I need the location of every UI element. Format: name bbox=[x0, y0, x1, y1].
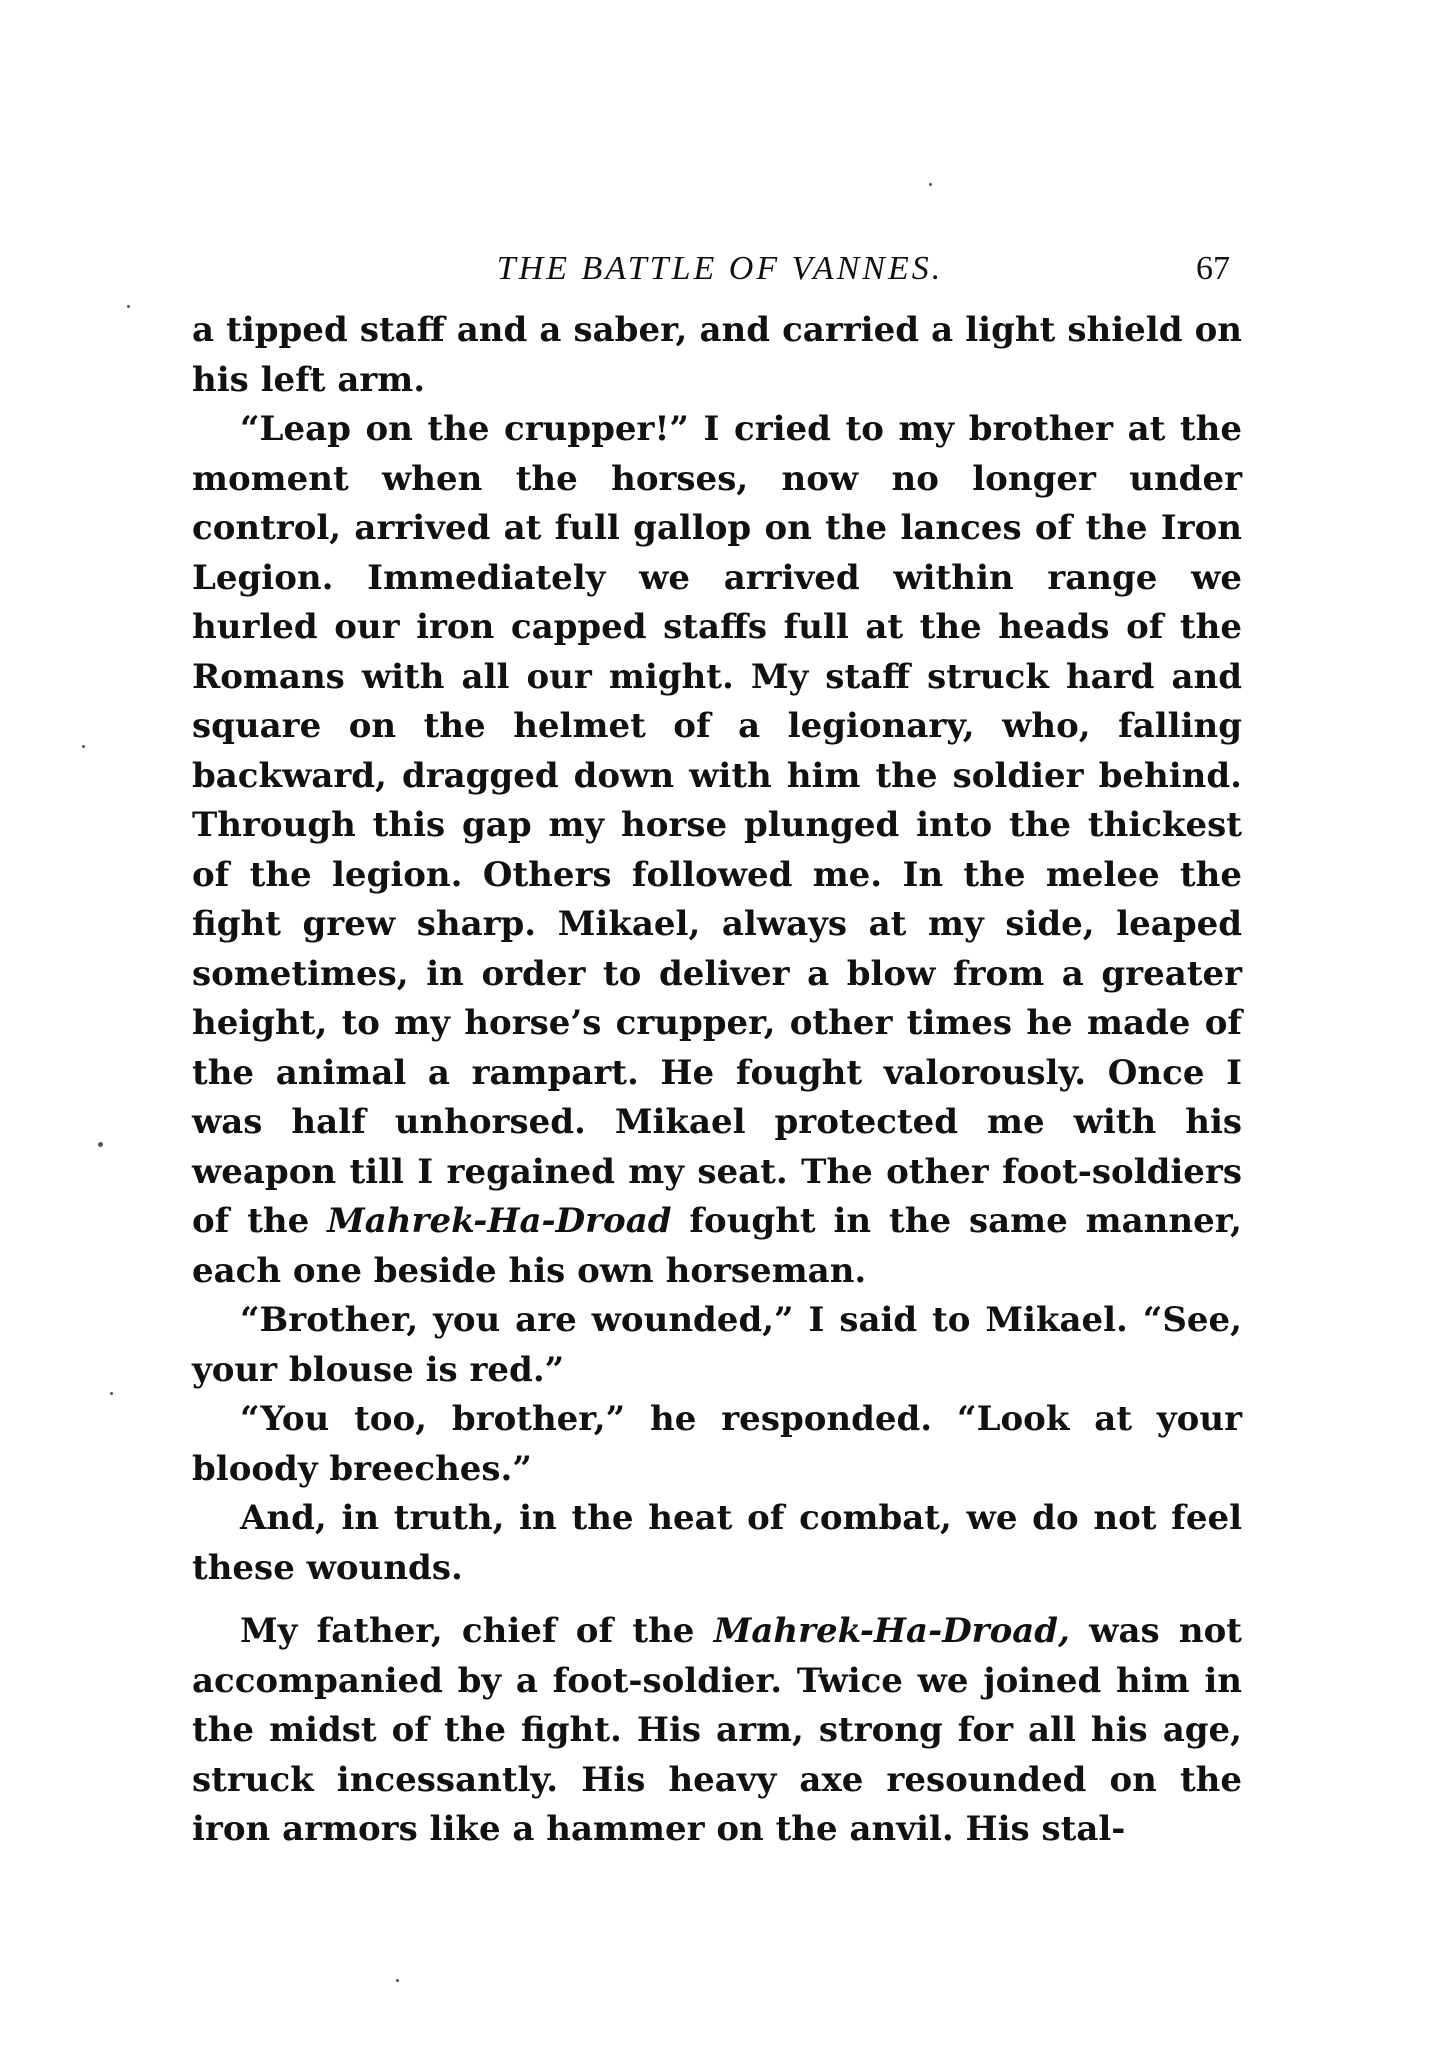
paragraph-text: And, in truth, in the heat of combat, we do not feel these wounds. bbox=[192, 1498, 1242, 1588]
scan-speck bbox=[98, 1142, 103, 1147]
scan-speck bbox=[110, 1392, 113, 1395]
paragraph-text: a tipped staff and a saber, and carried a light shield on his left arm. bbox=[192, 310, 1242, 400]
paragraph bbox=[192, 1494, 1242, 1593]
scan-speck bbox=[929, 183, 932, 186]
paragraph-continuation bbox=[192, 306, 1242, 405]
page-number: 67 bbox=[1196, 250, 1230, 287]
paragraph bbox=[192, 1607, 1242, 1855]
scan-speck bbox=[82, 745, 85, 748]
paragraph-text: “Brother, you are wounded,” I said to Mikael. “See, your blouse is red.” bbox=[192, 1300, 1242, 1390]
italic-term: Mahrek-Ha-Droad bbox=[327, 1201, 672, 1241]
paragraph bbox=[192, 1395, 1242, 1494]
paragraph bbox=[192, 1296, 1242, 1395]
paragraph-text: “Leap on the crupper!” I cried to my brother at the moment when the horses, now no longer under control, arrived at full gallop on the lances of the Iron Legion. Immediately we arrived within range we hurled our iron capped staffs full at the heads of the Romans with all our might. My staff struck hard and square on the helmet of a legionary, who, falling backward, dragged down with him the soldier behind. Through this gap my horse plunged into the thickest of the legion. Others followed me. In the melee the fight grew sharp. Mikael, always at my side, leaped sometimes, in order to deliver a blow from a greater height, to my horse’s crupper, other times he made of the animal a rampart. He fought valorously. Once I was half unhorsed. Mikael protected me with his weapon till I regained my seat. The other foot-soldiers of the bbox=[192, 409, 1242, 1241]
running-title: THE BATTLE OF VANNES. bbox=[496, 250, 944, 287]
paragraph-text: My father, chief of the bbox=[240, 1611, 714, 1651]
paragraph-text-after: was not accompanied by a foot-soldier. Twice we joined him in the midst of the fight. His arm, strong for all his age, struck incessantly. His heavy axe resounded on the iron armors like a hammer on the anvil. His stal- bbox=[192, 1611, 1242, 1849]
paragraph-text-after: fought in the same manner, each one beside his own horseman. bbox=[192, 1201, 1242, 1291]
scan-speck bbox=[396, 1979, 399, 1982]
italic-term: Mahrek-Ha-Droad, bbox=[713, 1611, 1070, 1651]
scan-speck bbox=[127, 305, 130, 308]
body-text bbox=[192, 306, 1242, 1855]
paragraph bbox=[192, 405, 1242, 1296]
paragraph-text: “You too, brother,” he responded. “Look at your bloody breeches.” bbox=[192, 1399, 1242, 1489]
page-header bbox=[190, 246, 1250, 292]
